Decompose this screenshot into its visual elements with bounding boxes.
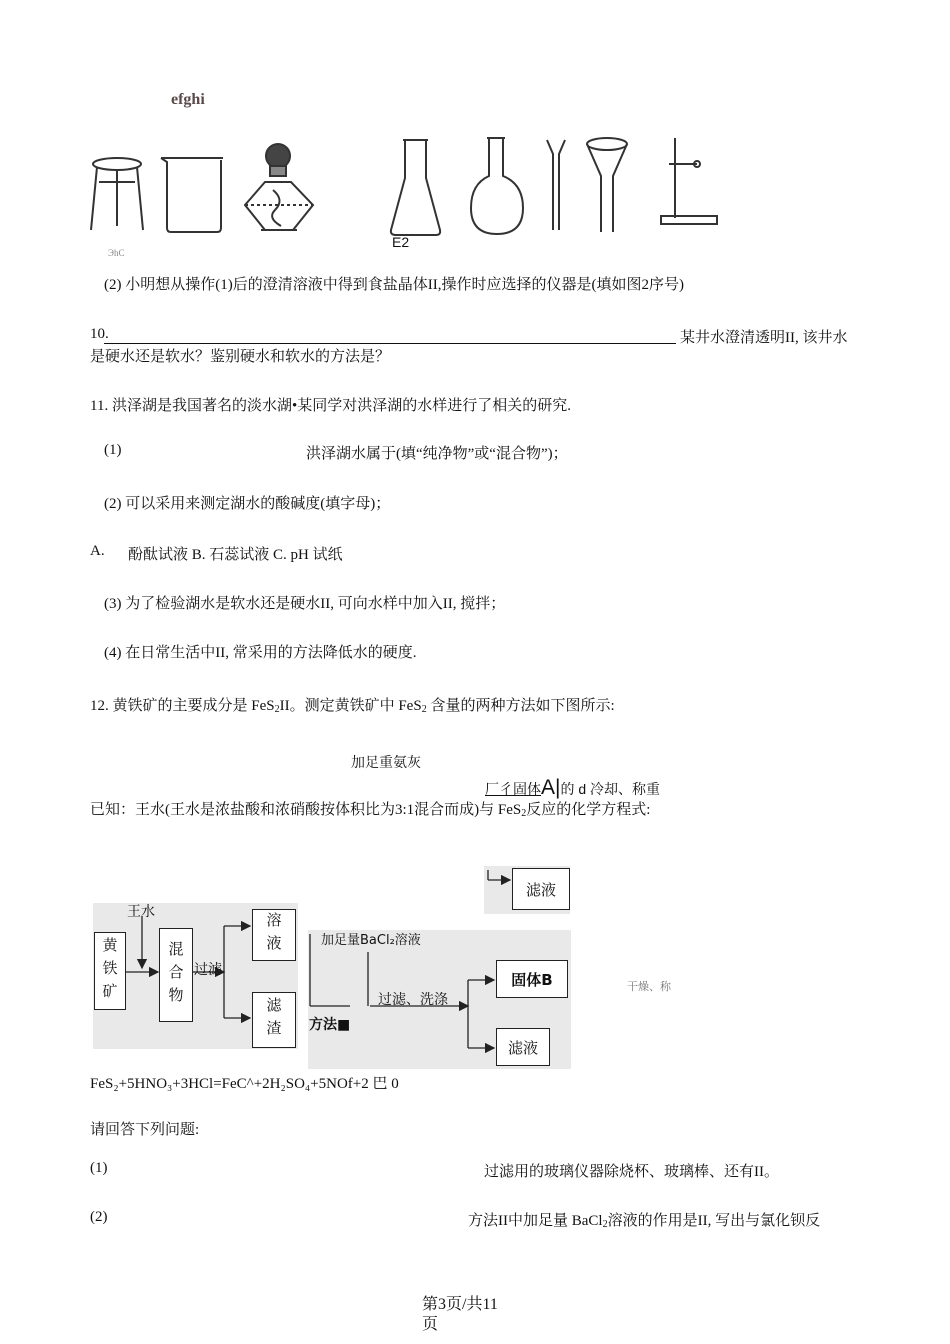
method-1-solid-line: 厂彳固体A|的 d 冷却、称重 — [485, 776, 661, 799]
question-11-part4: (4) 在日常生活中II, 常采用的方法降低水的硬度. — [104, 645, 417, 661]
answer-prompt: 请回答下列问题: — [90, 1122, 200, 1138]
question-11-part1-number: (1) — [104, 442, 122, 458]
alcohol-lamp-icon — [245, 144, 313, 230]
pyrite-box: 黄铁矿 — [94, 932, 126, 1010]
question-10-tail: 某井水澄清透明II, 该井水 — [680, 330, 848, 346]
aqua-regia-label: 王水 — [127, 904, 155, 920]
question-2-line: (2) 小明想从操作(1)后的澄清溶液中得到食盐晶体II,操作时应选择的仪器是(填如图2序号) — [104, 277, 684, 293]
question-11-option-label: A. — [90, 543, 105, 559]
residue-box: 滤渣 — [252, 992, 296, 1048]
solid-b-box: 固体B — [496, 960, 568, 998]
answer-1-number: (1) — [90, 1160, 108, 1176]
question-11-part3: (3) 为了检验湖水是软水还是硬水II, 可向水样中加入II, 搅拌； — [104, 596, 506, 612]
page-footer-line2: 页 — [422, 1316, 439, 1333]
page-footer-line1: 第3页/共11 — [422, 1296, 498, 1313]
conical-flask-icon — [391, 140, 440, 235]
answer-2-text: 方法II中加足量 BaCl$_2$溶液的作用是II, 写出与氯化钡反 — [468, 1213, 821, 1230]
filtrate-top-box: 滤液 — [512, 868, 570, 910]
mixture-box: 混合物 — [159, 928, 193, 1022]
beaker-icon — [161, 158, 223, 232]
answer-2-number: (2) — [90, 1209, 108, 1225]
question-10-number: 10. — [90, 326, 109, 342]
funnel-icon — [587, 138, 627, 232]
question-11-options: 酚酞试液 B. 石蕊试液 C. pH 试纸 — [128, 547, 343, 563]
add-bacl2-label: 加足量BaCl₂溶液 — [321, 933, 421, 948]
figure-caption: E2 — [392, 234, 410, 250]
question-11-title: 11. 洪泽湖是我国著名的淡水湖•某同学对洪泽湖的水样进行了相关的研究. — [90, 398, 571, 414]
filter-wash-label: 过滤、洗涤 — [378, 992, 448, 1008]
question-10-line2: 是硬水还是软水？鉴别硬水和软水的方法是？ — [90, 349, 391, 365]
answer-1-text: 过滤用的玻璃仪器除烧杯、玻璃棒、还有II。 — [484, 1164, 779, 1180]
equation: FeS₂+5HNO₃+3HCl=FeC^+2H₂SO₄+5NOf+2 巴 0 — [90, 1076, 399, 1092]
question-11-part1-text: 洪泽湖水属于(填“纯净物”或“混合物”)； — [306, 446, 568, 462]
dry-weigh-label: 干燥、称 — [627, 980, 671, 993]
question-12-title: 12. 黄铁矿的主要成分是 FeS$_2$II。测定黄铁矿中 FeS$_2$ 含量的两种方法如下图所示: — [90, 698, 615, 715]
solution-box: 溶液 — [252, 909, 296, 961]
method-2-label: 方法■ — [309, 1017, 351, 1033]
figure-top-label: efghi — [171, 91, 205, 108]
iron-stand-icon — [661, 138, 717, 224]
apparatus-figure — [85, 130, 735, 265]
question-11-part2: (2) 可以采用来测定湖水的酸碱度(填字母)； — [104, 496, 391, 512]
round-flask-icon — [471, 138, 523, 234]
method-1-label: 加足重氨灰 — [351, 754, 421, 770]
filtrate-bottom-box: 滤液 — [496, 1028, 550, 1066]
tripod-icon — [91, 158, 143, 230]
glass-rod-icon — [547, 140, 565, 230]
answer-blank — [104, 343, 676, 344]
figure-small-label: ЭhС — [108, 248, 125, 258]
filter-label: 过滤 — [194, 962, 222, 978]
known-statement: 已知：王水(王水是浓盐酸和浓硝酸按体积比为3:1混合而成)与 FeS$_2$反应的化学方程式: — [90, 802, 651, 819]
